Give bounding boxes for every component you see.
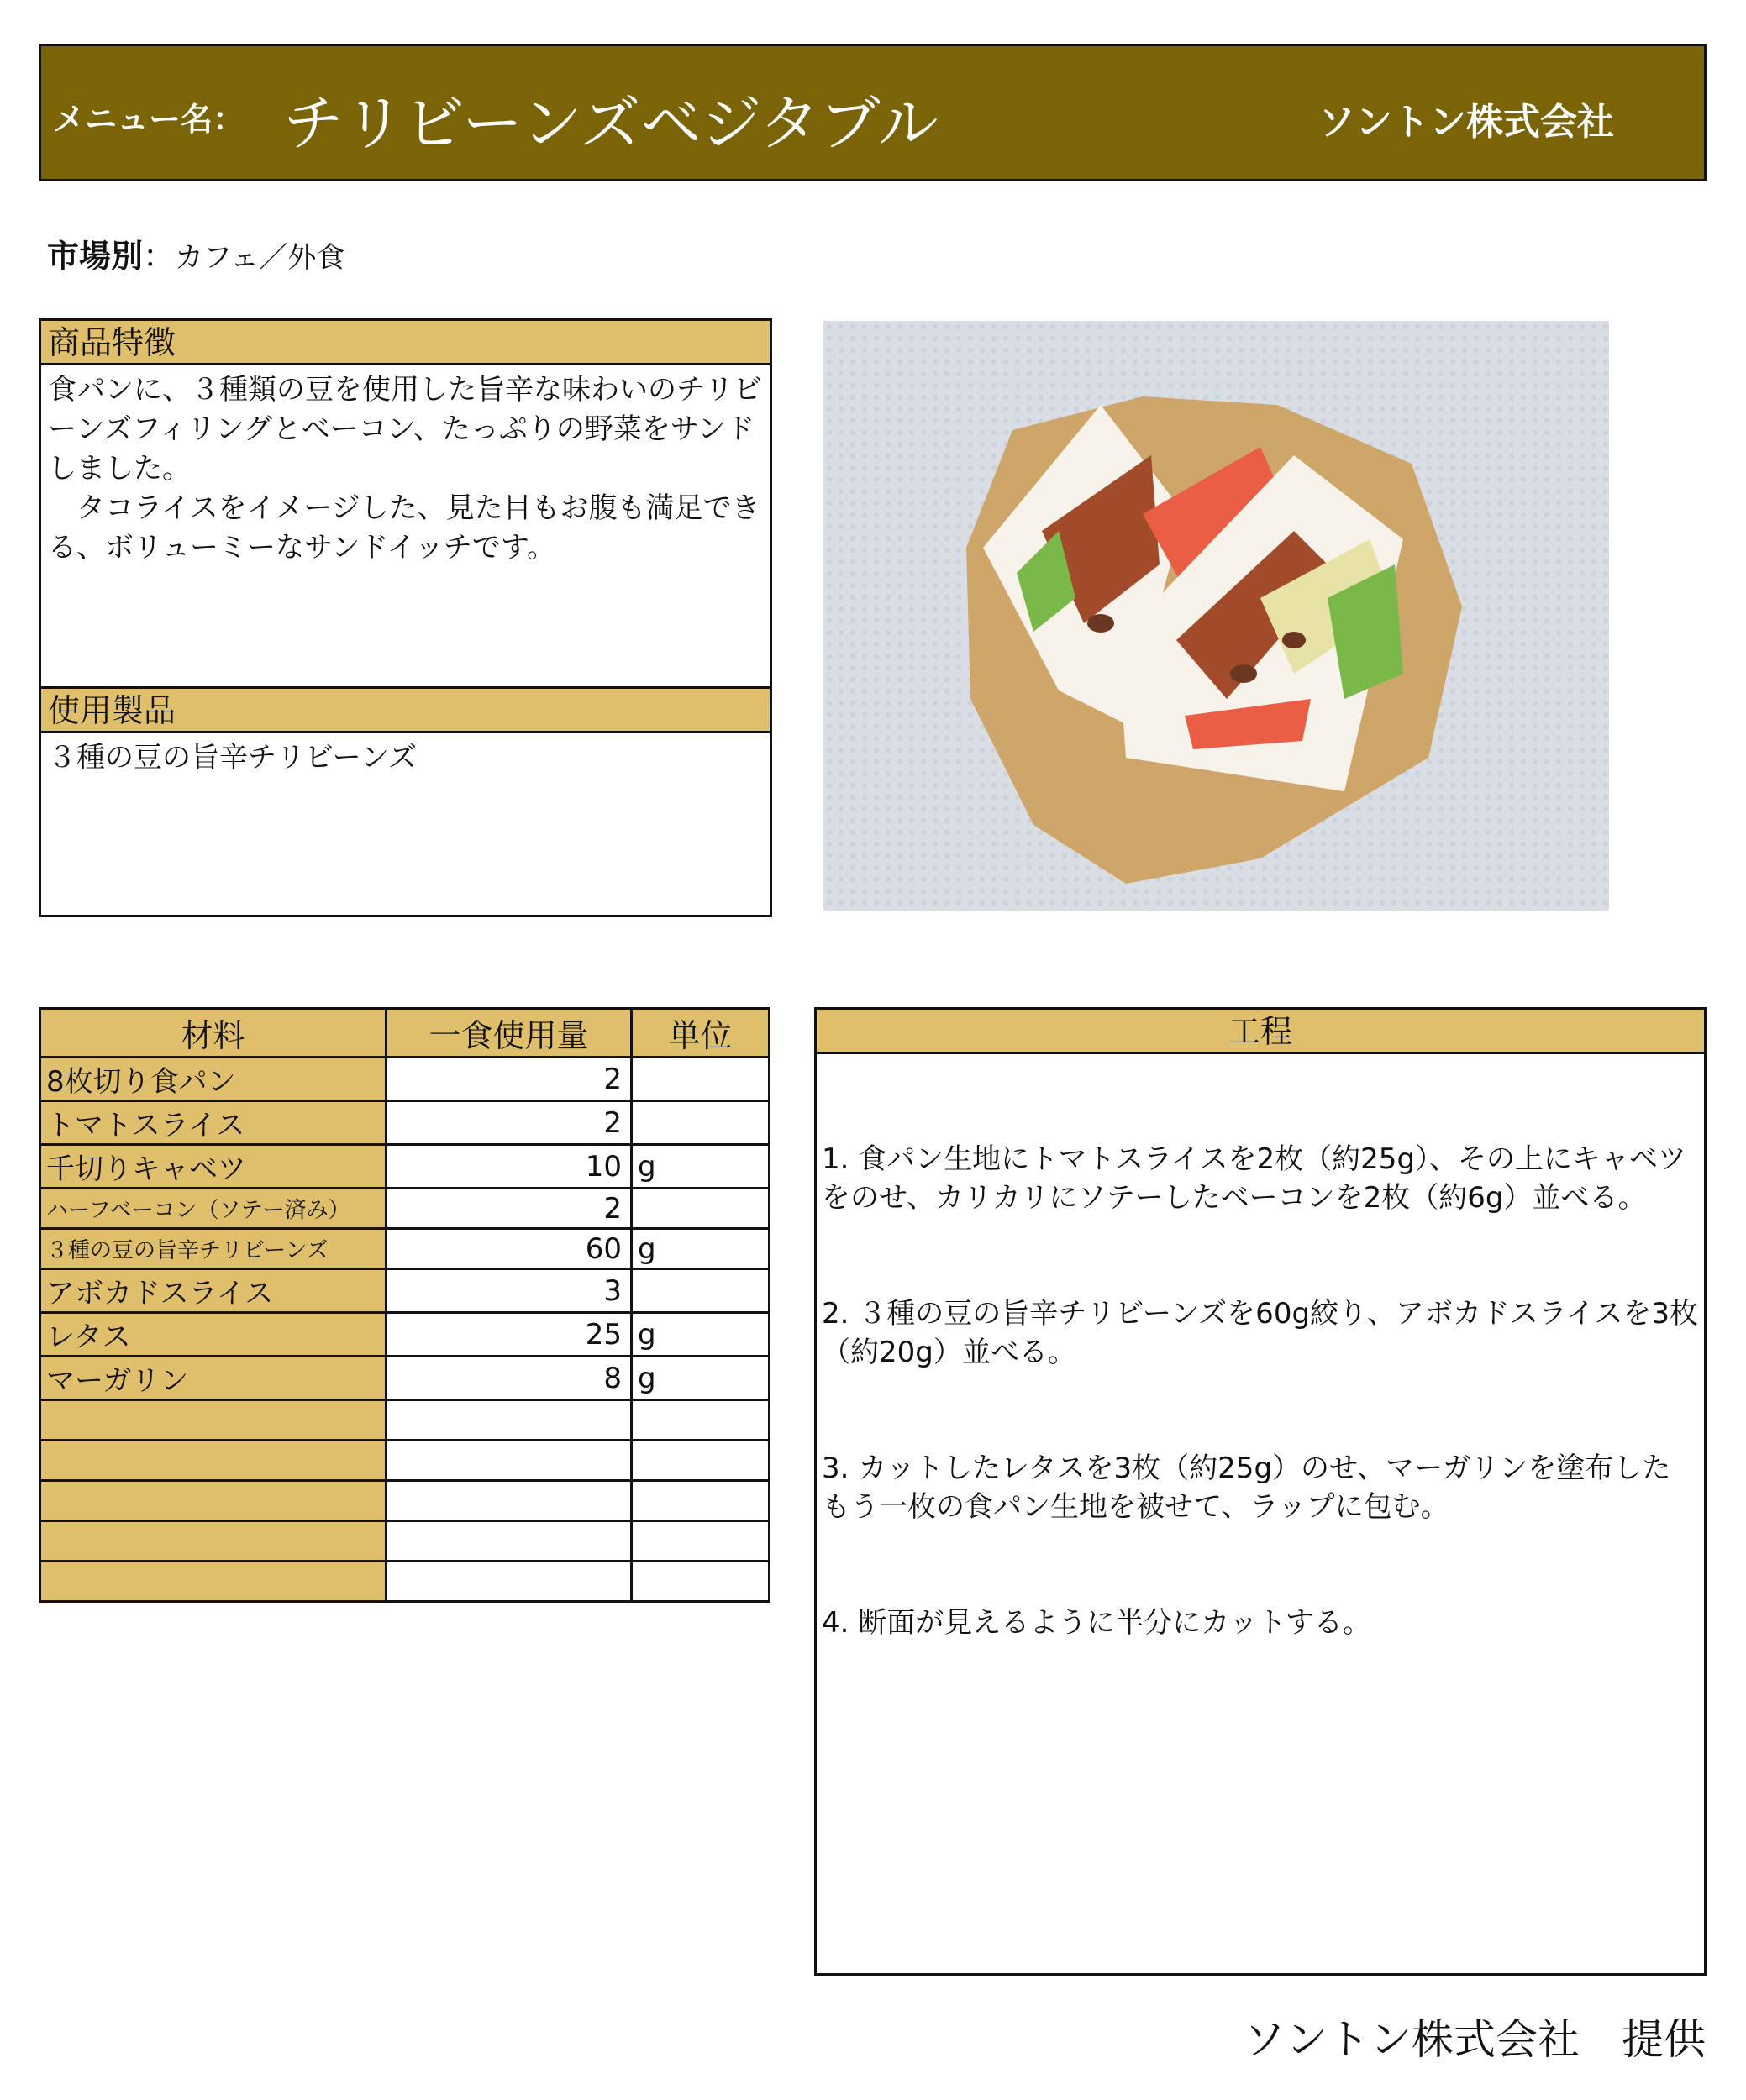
features-text: 食パンに、３種類の豆を使用した旨辛な味わいのチリビーンズフィリングとベーコン、たっぷりの野菜をサンドしました。 タコライスをイメージした、見た目もお腹も満足できる、ボリューミーなサンドイッチです。 [48,373,762,564]
ingredient-qty [387,1400,632,1441]
market-value: カフェ／外食 [175,241,345,275]
ingredient-name: マーガリン [40,1357,387,1400]
ingredient-unit-header: 単位 [632,1009,770,1058]
ingredient-name-header: 材料 [40,1009,387,1058]
process-step: 3. カットしたレタスを3枚（約25g）のせ、マーガリンを塗布したもう一枚の食パン生地を被せて、ラップに包む。 [822,1452,1671,1524]
ingredient-qty: 2 [387,1101,632,1145]
table-row [40,1521,770,1562]
company-name: ソントン株式会社 [1318,101,1614,144]
menu-label: メニュー名： [53,101,245,138]
ingredient-name [40,1521,387,1562]
ingredient-name: 千切りキャベツ [40,1145,387,1189]
ingredient-unit [632,1058,770,1101]
process-step: 4. 断面が見えるように半分にカットする。 [822,1606,1371,1640]
ingredient-name [40,1441,387,1481]
ingredient-unit: g [632,1145,770,1189]
table-row [40,1058,770,1101]
ingredient-name: ３種の豆の旨辛チリビーンズ [40,1229,387,1269]
ingredient-qty: 2 [387,1058,632,1101]
ingredient-qty: 25 [387,1313,632,1357]
ingredient-name: アボカドスライス [40,1269,387,1313]
ingredient-name [40,1481,387,1521]
table-row [40,1145,770,1189]
menu-name: チリビーンズベジタブル [283,88,939,159]
process-step: 2. ３種の豆の旨辛チリビーンズを60g絞り、アボカドスライスを3枚（約20g）並べる。 [822,1297,1698,1369]
table-row [40,1481,770,1521]
ingredient-name [40,1400,387,1441]
footer-credit: ソントン株式会社 提供 [1244,2015,1706,2064]
ingredient-name: レタス [40,1313,387,1357]
process-section [814,1007,1707,1976]
table-row [40,1562,770,1602]
ingredient-qty: 3 [387,1269,632,1313]
ingredient-unit: g [632,1357,770,1400]
ingredient-qty [387,1521,632,1562]
ingredient-qty: 60 [387,1229,632,1269]
ingredient-unit: g [632,1313,770,1357]
ingredient-name: 8枚切り食パン [40,1058,387,1101]
products-section [39,686,772,917]
products-text: ３種の豆の旨辛チリビーンズ [48,741,417,774]
ingredient-unit [632,1562,770,1602]
ingredient-qty: 2 [387,1189,632,1229]
ingredient-name: ハーフベーコン（ソテー済み） [40,1189,387,1229]
ingredient-unit [632,1101,770,1145]
process-title: 工程 [817,1010,1704,1054]
ingredient-qty [387,1562,632,1602]
ingredient-name: トマトスライス [40,1101,387,1145]
table-row [40,1101,770,1145]
products-title: 使用製品 [41,689,770,733]
sandwich-photo [823,321,1609,911]
ingredient-unit [632,1441,770,1481]
ingredient-unit: g [632,1229,770,1269]
process-step: 1. 食パン生地にトマトスライスを2枚（約25g）、その上にキャベツをのせ、カリカリにソテーしたベーコンを2枚（約6g）並べる。 [822,1142,1687,1215]
ingredient-qty [387,1481,632,1521]
ingredient-unit [632,1400,770,1441]
ingredients-header-row [40,1009,770,1058]
ingredient-qty: 10 [387,1145,632,1189]
table-row [40,1313,770,1357]
table-row [40,1400,770,1441]
ingredient-qty [387,1441,632,1481]
table-row [40,1189,770,1229]
market-row [47,230,344,276]
market-separator: ： [143,238,176,275]
ingredient-qty: 8 [387,1357,632,1400]
ingredients-table [39,1007,770,1603]
ingredient-unit [632,1189,770,1229]
table-row [40,1229,770,1269]
market-label: 市場別 [47,238,144,275]
features-title: 商品特徴 [41,321,770,365]
features-section [39,318,772,689]
ingredient-unit [632,1269,770,1313]
menu-header [39,44,1707,181]
ingredient-name [40,1562,387,1602]
ingredient-unit [632,1521,770,1562]
table-row [40,1269,770,1313]
table-row [40,1357,770,1400]
process-steps [817,1054,1704,1728]
ingredient-qty-header: 一食使用量 [387,1009,632,1058]
table-row [40,1441,770,1481]
ingredient-unit [632,1481,770,1521]
